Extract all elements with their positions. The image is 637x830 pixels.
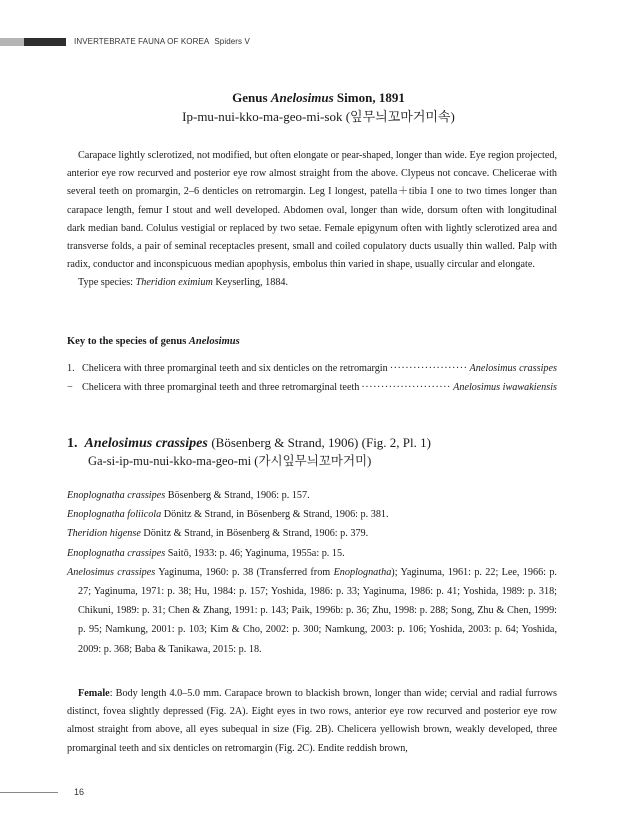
female-label: Female: [78, 688, 110, 699]
type-species: [67, 274, 557, 292]
genus-romanization: Ip-mu-nui-kko-ma-geo-mi-sok (잎무늬꼬마거미속): [182, 109, 455, 124]
synonym-reference: Dönitz & Strand, in Bösenberg & Strand, 1906: p. 381.: [161, 509, 389, 521]
synonym-reference-genus: Enoplognatha: [333, 566, 392, 578]
key-item-number: 1.: [67, 363, 75, 374]
header-bar-dark: [24, 38, 66, 46]
key-item-text: Chelicera with three promarginal teeth and six denticles on the retromargin: [82, 363, 388, 374]
synonym-name: Anelosimus crassipes: [67, 566, 156, 578]
genus-name: Anelosimus: [270, 90, 334, 105]
synonym-entry: [67, 524, 557, 543]
synonym-reference: Saitō, 1933: p. 46; Yaginuma, 1955a: p. 15.: [165, 547, 345, 559]
description-paragraph: Carapace lightly sclerotized, not modified, but often elongate or pear-shaped, longer than wide. Eye region projected, anterior eye row recurved and posterior eye row almost straight from the above. Clypeus not concave. Chelicerae with several teeth on promargin, 2–6 denticles on retromargin. Leg I longest, patella＋tibia I one to two times longer than carapace length, femur I stout and well developed. Abdomen oval, longer than wide, dorsum often with longitudinal dark median band. Colulus vestigial or replaced by two setae. Female epigynum often with lightly sclerotized area and transverse folds, a pair of seminal receptacles present, small and coiled copulatory ducts usually thin walled. Palp with radix, conductor and inconspicuous median apophysis, embolus thin varied in shape, usually circular and elongate.: [67, 150, 557, 271]
key-item-taxon: Anelosimus crassipes: [469, 363, 557, 374]
header-volume: Spiders V: [214, 37, 250, 46]
key-item: [67, 362, 557, 376]
species-title: [67, 434, 431, 453]
species-author: (Bösenberg & Strand, 1906) (Fig. 2, Pl. 1): [211, 435, 431, 450]
synonym-reference: Yaginuma, 1960: p. 38 (Transferred from: [155, 566, 334, 578]
genus-prefix: Genus: [232, 90, 271, 105]
type-species-label: Type species:: [78, 277, 136, 289]
synonym-entry: [67, 563, 557, 659]
genus-title: [0, 90, 637, 106]
key-item-leader: [390, 362, 468, 376]
female-text: : Body length 4.0–5.0 mm. Carapace brown to blackish brown, longer than wide; cervial and radial furrows distinct, fovea slightly depressed (Fig. 2A). Eight eyes in two rows, anterior eye row recurved and posterior eye row almost straight from above, all eyes subequal in size (Fig. 2B). Chelicera yellowish brown, weakly developed, three promarginal teeth and six denticles on retromargin (Fig. 2C). Endite reddish brown,: [67, 688, 557, 754]
header-text: [74, 36, 250, 48]
page-number: 16: [74, 787, 85, 797]
species-romanization: Ga-si-ip-mu-nui-kko-ma-geo-mi (가시잎무늬꼬마거미): [88, 454, 372, 468]
footer-rule: [0, 792, 58, 793]
key-item-text: Chelicera with three promarginal teeth and three retromarginal teeth: [82, 382, 360, 393]
synonym-entry: [67, 505, 557, 524]
key-title-genus: Anelosimus: [188, 336, 240, 347]
synonymy-list: [67, 486, 557, 659]
running-header: [0, 36, 637, 48]
synonym-entry: [67, 544, 557, 563]
header-bar-light: [0, 38, 24, 46]
key-item-number: −: [67, 382, 73, 393]
key-title-prefix: Key to the species of genus: [67, 336, 189, 347]
female-paragraph: [67, 685, 557, 758]
synonym-name: Enoplognatha crassipes: [67, 547, 166, 559]
key-item-taxon: Anelosimus iwawakiensis: [453, 382, 557, 393]
synonym-reference-rest: ); Yaginuma, 1961: p. 22; Lee, 1966: p. 27; Yaginuma, 1971: p. 38; Hu, 1984: p. 157; Yoshida, 1986: p. 33; Yaginuma, 1986: p. 41; Yoshida, 1989: p. 318; Chikuni, 1989: p. 31; Chen & Zhang, 1991: p. 143; Paik, 1996b: p. 36; Zhu, 1998: p. 288; Song, Zhu & Chen, 1999: p. 95; Namkung, 2001: p. 103; Kim & Cho, 2002: p. 300; Namkung, 2003: p. 106; Yoshida, 2003: p. 64; Yoshida, 2009: p. 368; Baba & Tanikawa, 2015: p. 18.: [78, 566, 557, 655]
species-name: Anelosimus crassipes: [84, 436, 208, 451]
synonym-name: Enoplognatha crassipes: [67, 490, 166, 501]
female-description: [67, 685, 557, 758]
header-series: INVERTEBRATE FAUNA OF KOREA: [74, 37, 210, 46]
synonym-reference: Bösenberg & Strand, 1906: p. 157.: [165, 490, 310, 501]
synonym-entry: [67, 486, 557, 505]
genus-author: Simon, 1891: [333, 90, 405, 105]
type-species-name: Theridion eximium: [135, 277, 213, 289]
key-title: [67, 335, 240, 349]
type-species-author: Keyserling, 1884.: [212, 277, 289, 289]
key-item-leader: [361, 381, 451, 395]
synonym-name: Theridion higense: [67, 528, 141, 540]
genus-description: [67, 147, 557, 293]
synonym-reference: Dönitz & Strand, in Bösenberg & Strand, 1906: p. 379.: [140, 528, 369, 540]
key-item: [67, 381, 557, 395]
species-number: 1.: [67, 436, 78, 451]
synonym-name: Enoplognatha foliicola: [67, 509, 162, 521]
